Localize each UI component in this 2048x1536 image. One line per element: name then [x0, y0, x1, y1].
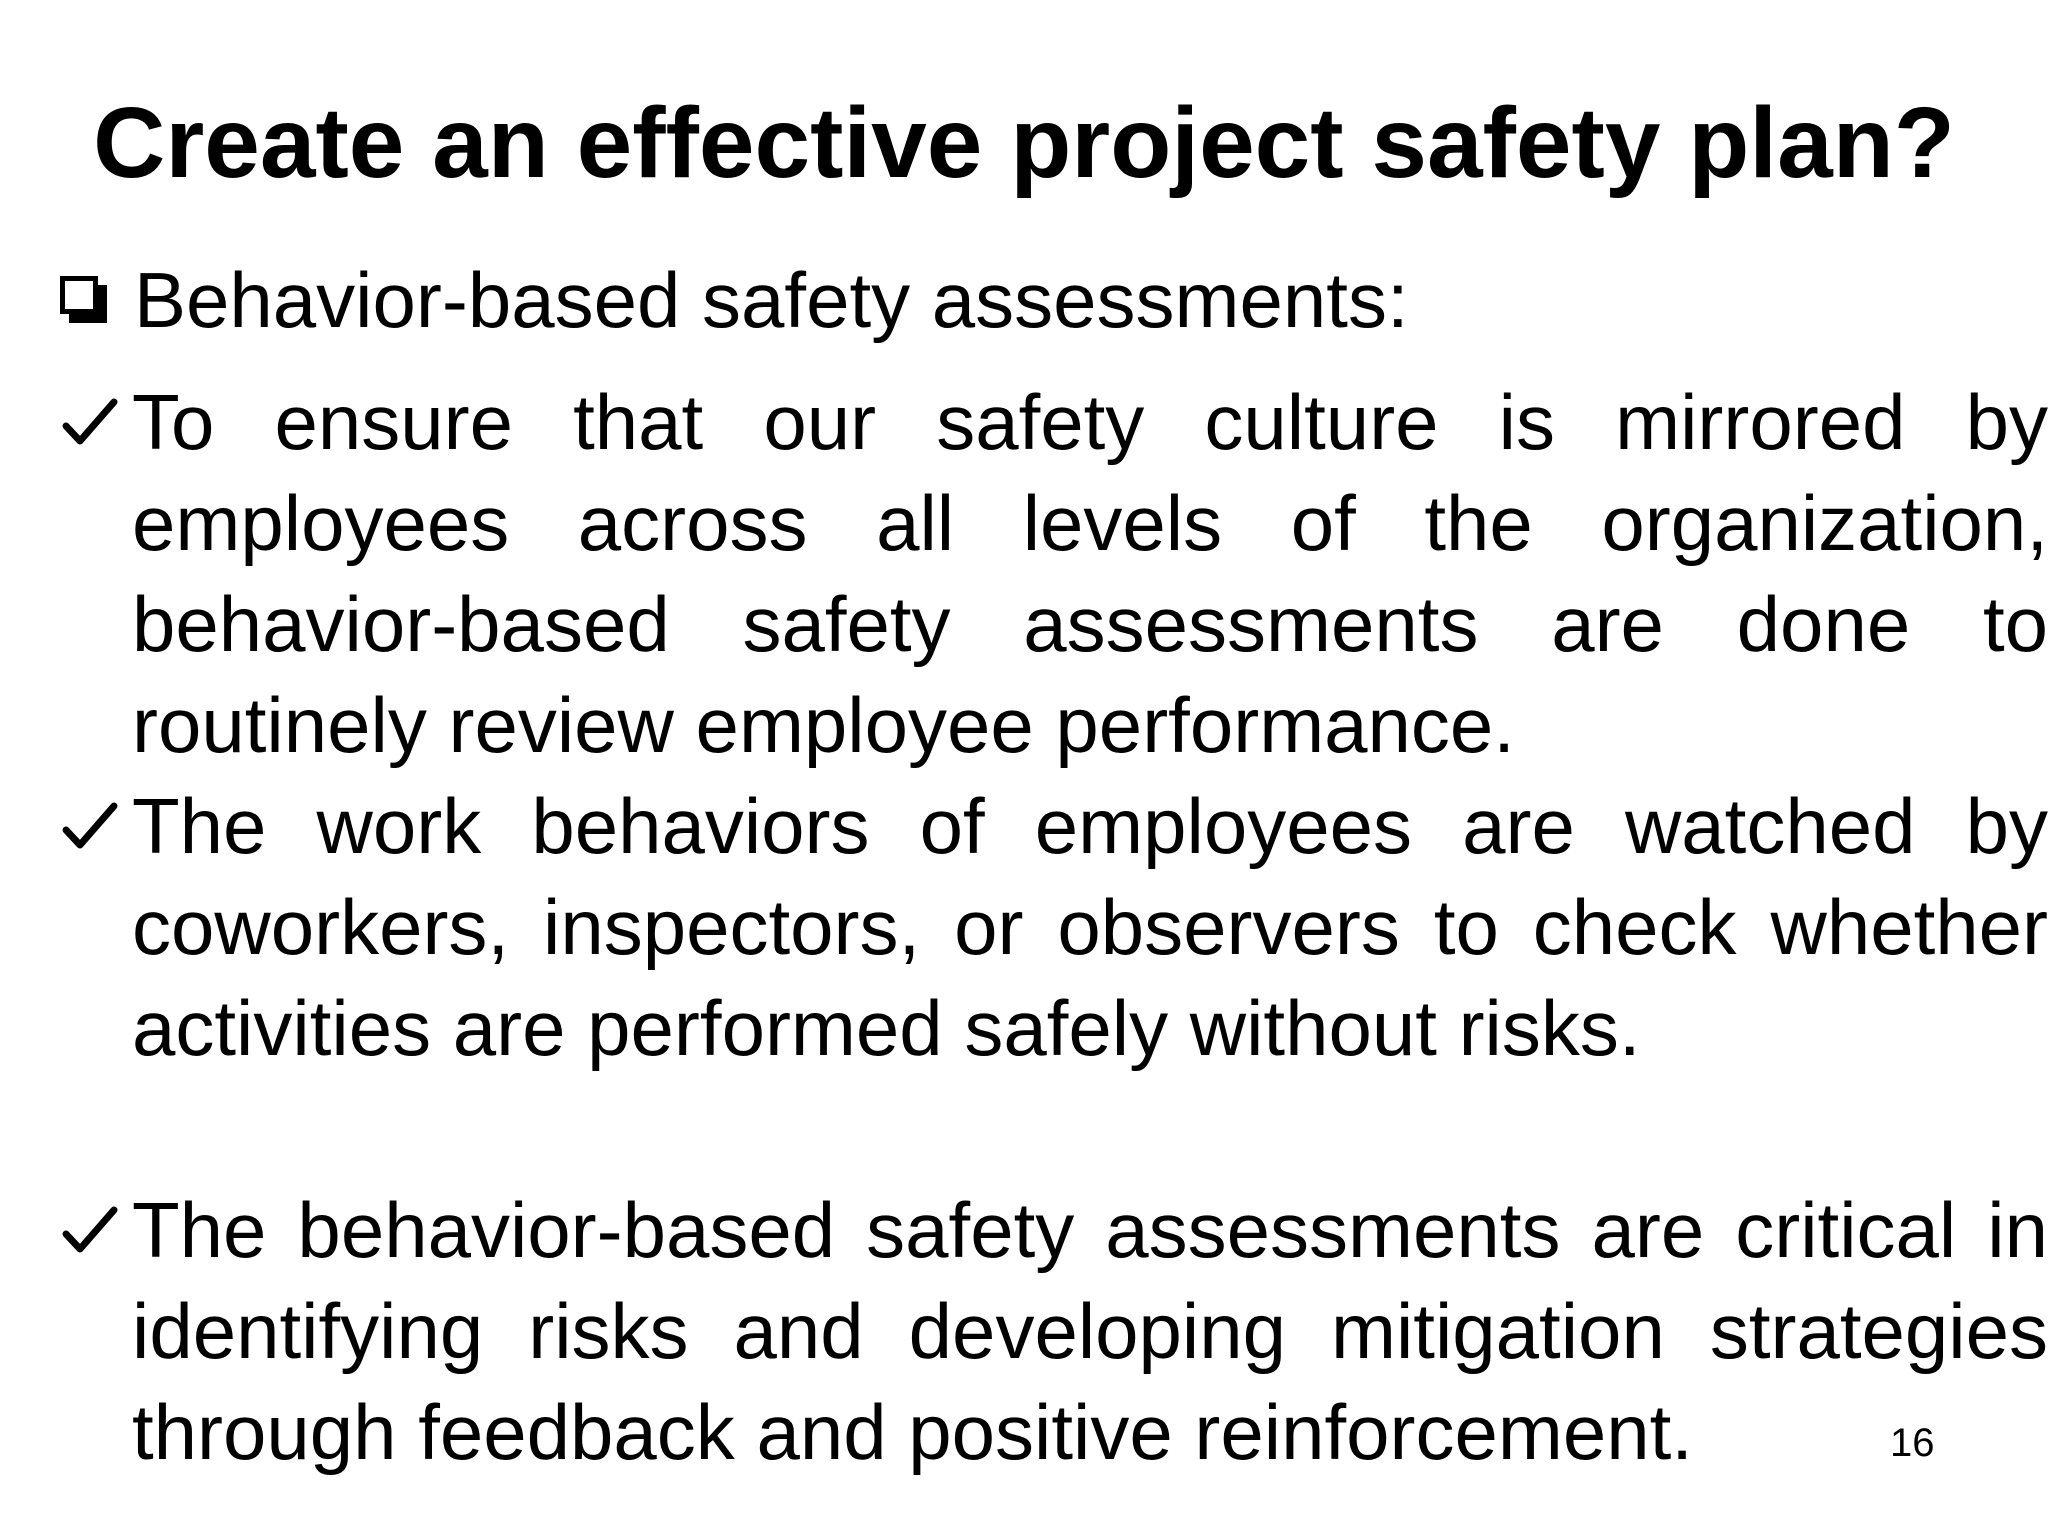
checkmark-icon: [60, 798, 120, 858]
checkbox-square-icon: [60, 276, 108, 324]
bullet-text: To ensure that our safety culture is mirrored by employees across all levels of the organization, behavior-based safety assessments are done to routinely review employee performance.: [132, 378, 2048, 769]
checkmark-icon: [60, 394, 120, 454]
section-heading-text: Behavior-based safety assessments:: [134, 256, 1409, 344]
page-number: 16: [1890, 1421, 1935, 1465]
bullet-text: The behavior-based safety assessments are critical in identifying risks and developing mitigation strategies through feedback and positive reinforcement.: [132, 1186, 2048, 1476]
section-heading: [60, 250, 1409, 350]
checkmark-icon: [60, 1202, 120, 1262]
slide-title: Create an effective project safety plan?: [93, 87, 1955, 199]
bullet-text: The work behaviors of employees are watched by coworkers, inspectors, or observers to check whether activities are performed safely without risks.: [132, 782, 2048, 1072]
